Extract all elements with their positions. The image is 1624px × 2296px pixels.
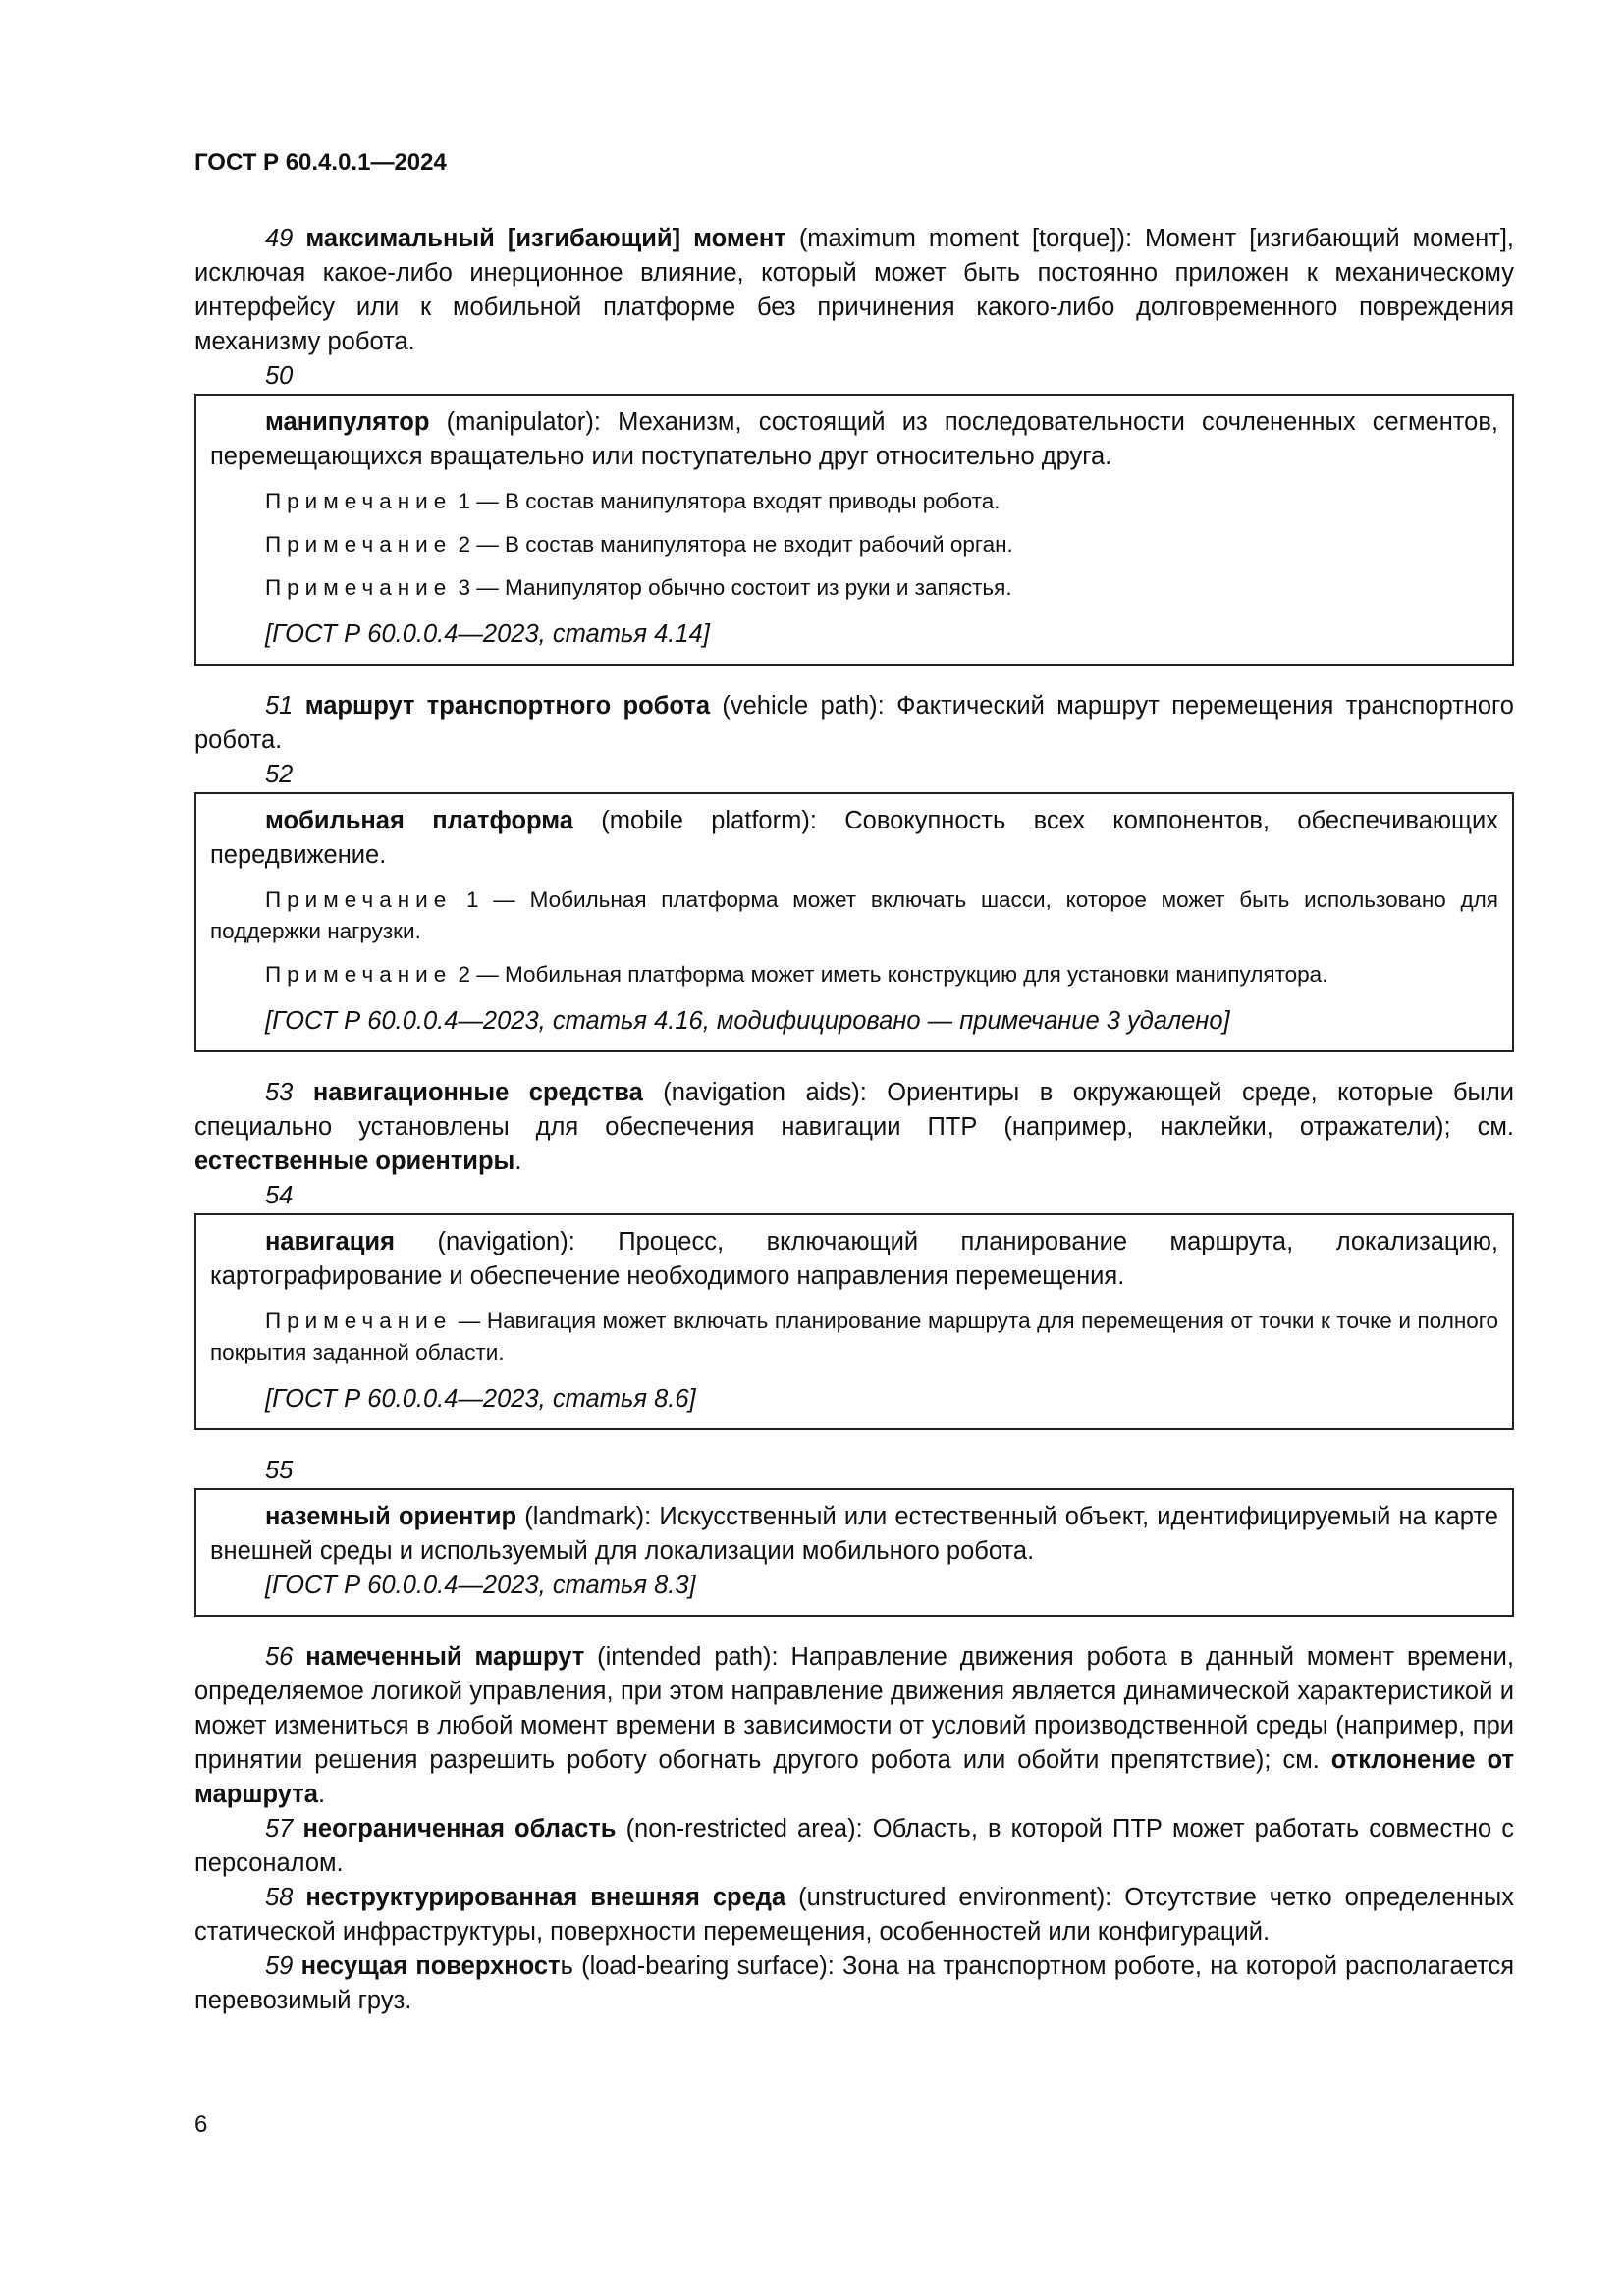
term-box-54 bbox=[194, 1213, 1514, 1430]
term-english: (mobile platform): bbox=[572, 807, 845, 834]
term-name: навигационные средства bbox=[312, 1079, 643, 1106]
term-entry-57 bbox=[194, 1812, 1514, 1881]
term-english: (manipulator): bbox=[429, 408, 619, 436]
term-entry-49 bbox=[194, 222, 1514, 359]
term-name: намеченный маршрут bbox=[305, 1643, 585, 1671]
term-english: (navigation): bbox=[394, 1228, 619, 1255]
note bbox=[210, 1306, 1498, 1368]
source-reference: [ГОСТ Р 60.0.0.4—2023, статья 8.6] bbox=[265, 1385, 696, 1413]
note bbox=[210, 884, 1498, 947]
source-reference: [ГОСТ Р 60.0.0.4—2023, статья 4.16, модифицировано — примечание 3 удалено] bbox=[265, 1007, 1230, 1035]
term-definition: Совокупность всех компонентов, обеспечивающих передвижение. bbox=[210, 807, 1498, 869]
document-body bbox=[194, 222, 1514, 2018]
term-definition: Искусственный или естественный объект, идентифицируемый на карте внешней среды и используемый для локализации мобильного робота. bbox=[210, 1503, 1498, 1565]
term-entry-58 bbox=[194, 1881, 1514, 1949]
term-name: несущая поверхност bbox=[300, 1952, 561, 1980]
term-number: 51 bbox=[265, 692, 294, 720]
term-number-52: 52 bbox=[265, 761, 294, 788]
term-name: манипулятор bbox=[265, 408, 430, 436]
document-code-header: ГОСТ Р 60.4.0.1—2024 bbox=[194, 149, 447, 176]
punctuation: . bbox=[317, 1781, 326, 1808]
term-number: 57 bbox=[265, 1815, 294, 1842]
term-box-52 bbox=[194, 792, 1514, 1052]
note-label: Примечание bbox=[265, 887, 453, 912]
note-text: 2 — В состав манипулятора не входит рабочий орган. bbox=[452, 532, 1013, 557]
term-definition: Механизм, состоящий из последовательности сочлененных сегментов, перемещающихся вращательно или поступательно друг относительно друга. bbox=[210, 408, 1498, 470]
term-definition: Направление движения робота в данный момент времени, определяемое логикой управления, при этом направление движения является динамической характеристикой и может измениться в любой момент времени в зависимости от условий производственной среды (например, при принятии решения разрешить роботу обогнать другого робота или обойти препятствие); см. bbox=[194, 1643, 1515, 1774]
page-number: 6 bbox=[194, 2111, 208, 2138]
note-label: Примечание bbox=[265, 1308, 453, 1333]
term-number: 56 bbox=[265, 1643, 294, 1671]
note-label: Примечание bbox=[265, 489, 453, 513]
term-name: маршрут транспортного робота bbox=[304, 692, 711, 720]
term-number: 49 bbox=[265, 225, 294, 252]
term-name: максимальный [изгибающий] момент bbox=[305, 225, 786, 252]
note bbox=[210, 572, 1498, 604]
term-box-55 bbox=[194, 1488, 1514, 1617]
term-entry-51 bbox=[194, 689, 1514, 758]
term-name: мобильная платформа bbox=[265, 807, 573, 834]
term-entry-59 bbox=[194, 1949, 1514, 2018]
term-name: навигация bbox=[265, 1228, 395, 1255]
term-english: (landmark): bbox=[516, 1503, 660, 1530]
term-entry-56 bbox=[194, 1640, 1514, 1812]
term-english: (vehicle path): bbox=[710, 692, 897, 720]
note-text: 2 — Мобильная платформа может иметь конструкцию для установки манипулятора. bbox=[452, 962, 1328, 987]
term-english: (unstructured environment): bbox=[785, 1884, 1125, 1911]
note-text: 1 — Мобильная платформа может включать шасси, которое может быть использовано для поддержки нагрузки. bbox=[210, 887, 1498, 943]
term-number-55: 55 bbox=[265, 1457, 294, 1484]
note-label: Примечание bbox=[265, 962, 453, 987]
term-number-50: 50 bbox=[265, 362, 294, 390]
cross-reference: отклонение от маршрута bbox=[194, 1746, 1514, 1808]
term-entry-50 bbox=[210, 405, 1498, 474]
term-definition: Отсутствие четко определенных статической инфраструктуры, поверхности перемещения, особенностей или конфигураций. bbox=[194, 1884, 1514, 1946]
note bbox=[210, 529, 1498, 561]
term-entry-55 bbox=[210, 1500, 1498, 1569]
term-name: неограниченная область bbox=[302, 1815, 617, 1842]
term-english: (navigation aids): bbox=[642, 1079, 888, 1106]
term-definition: Процесс, включающий планирование маршрута, локализацию, картографирование и обеспечение необходимого направления перемещения. bbox=[210, 1228, 1498, 1290]
term-definition: Область, в которой ПТР может работать совместно с персоналом. bbox=[194, 1815, 1514, 1877]
term-name: неструктурированная внешняя среда bbox=[305, 1884, 786, 1911]
term-english: (load-bearing surface): bbox=[572, 1952, 843, 1980]
note-label: Примечание bbox=[265, 532, 453, 557]
term-entry-54 bbox=[210, 1225, 1498, 1294]
term-definition: Момент [изгибающий момент], исключая какое-либо инерционное влияние, который может быть постоянно приложен к механическому интерфейсу или к мобильной платформе без причинения какого-либо долговременного повреждения механизму робота. bbox=[194, 225, 1514, 355]
term-number: 58 bbox=[265, 1884, 294, 1911]
term-definition: Ориентиры в окружающей среде, которые были специально установлены для обеспечения навигации ПТР (например, наклейки, отражатели); см. bbox=[194, 1079, 1514, 1141]
note bbox=[210, 486, 1498, 517]
term-name-tail: ь bbox=[560, 1952, 573, 1980]
term-number: 59 bbox=[265, 1952, 294, 1980]
term-entry-52 bbox=[210, 804, 1498, 873]
term-number: 53 bbox=[265, 1079, 294, 1106]
term-definition: Зона на транспортном роботе, на которой располагается перевозимый груз. bbox=[194, 1952, 1514, 2014]
note-text: — Навигация может включать планирование маршрута для перемещения от точки к точке и полного покрытия заданной области. bbox=[210, 1308, 1498, 1364]
term-english: (intended path): bbox=[584, 1643, 791, 1671]
source-reference: [ГОСТ Р 60.0.0.4—2023, статья 4.14] bbox=[265, 620, 710, 648]
cross-reference: естественные ориентиры bbox=[194, 1148, 515, 1175]
note-label: Примечание bbox=[265, 575, 453, 600]
term-number-54: 54 bbox=[265, 1182, 294, 1209]
term-box-50 bbox=[194, 394, 1514, 666]
term-english: (non-restricted area): bbox=[616, 1815, 873, 1842]
note-text: 3 — Манипулятор обычно состоит из руки и запястья. bbox=[452, 575, 1012, 600]
term-english: (maximum moment [torque]): bbox=[785, 225, 1146, 252]
note bbox=[210, 959, 1498, 990]
term-entry-53 bbox=[194, 1076, 1514, 1179]
term-definition: Фактический маршрут перемещения транспортного робота. bbox=[194, 692, 1514, 754]
note-text: 1 — В состав манипулятора входят приводы робота. bbox=[452, 489, 1001, 513]
term-name: наземный ориентир bbox=[265, 1503, 517, 1530]
punctuation: . bbox=[514, 1148, 522, 1175]
source-reference: [ГОСТ Р 60.0.0.4—2023, статья 8.3] bbox=[265, 1572, 696, 1599]
